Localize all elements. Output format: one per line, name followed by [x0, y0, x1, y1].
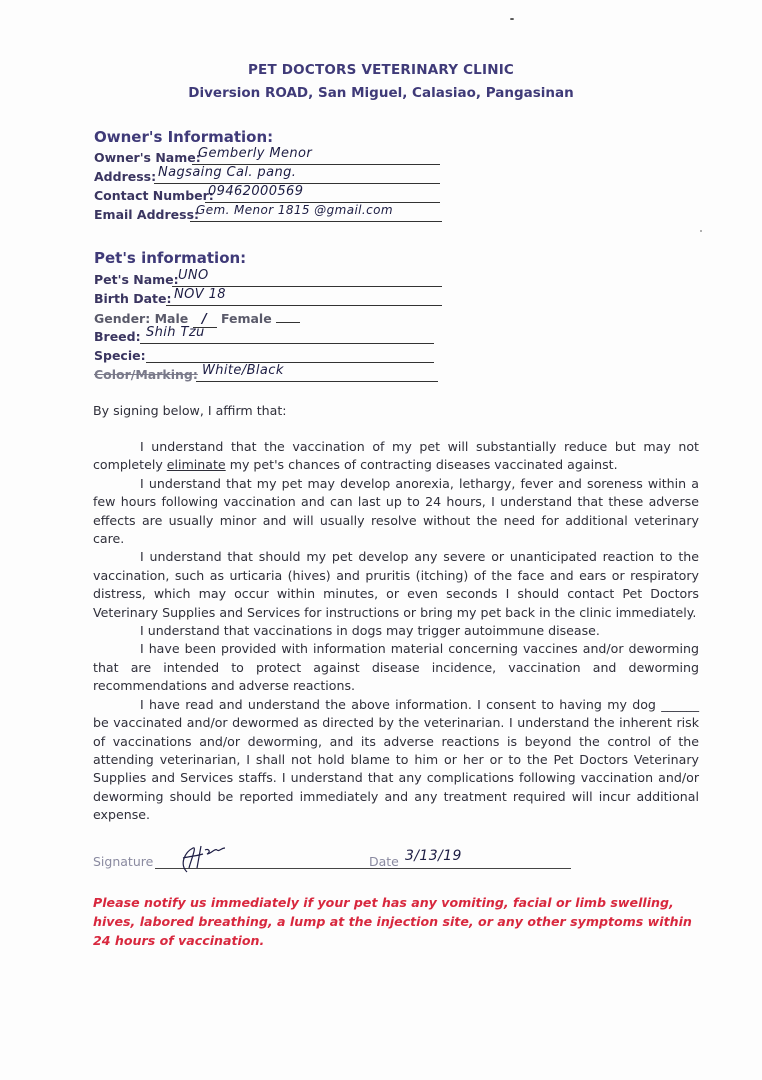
- birth-date-field: [94, 291, 171, 306]
- consent-paragraph-6: I have read and understand the above information. I consent to having my dog ______ be vaccinated and/or dewormed as directed by the veterinarian. I understand the inherent risk of vaccinations and/or deworming, and its adverse reactions is beyond the control of the attending veterinarian, I shall not hold blame to him or her or to the Pet Doctors Veterinary Supplies and Services staffs. I understand that any complications following vaccination and/or deworming should be reported immediately and any treatment required will incur additional expense.: [93, 696, 699, 823]
- color-label: Color/Marking:: [94, 367, 198, 382]
- specie-field: [94, 348, 146, 363]
- owner-section-title: Owner's Information:: [94, 128, 274, 146]
- pet-name-line[interactable]: [172, 272, 442, 287]
- affirm-intro: By signing below, I affirm that:: [93, 403, 287, 418]
- address-label: Address:: [94, 169, 157, 184]
- signature-label: Signature: [93, 854, 154, 869]
- email-label: Email Address:: [94, 207, 200, 222]
- gender-female-label: Female: [220, 311, 272, 326]
- breed-value: Shih Tzu: [146, 325, 205, 340]
- birth-date-value: NOV 18: [174, 287, 226, 302]
- color-value: White/Black: [202, 363, 284, 378]
- clinic-address: Diversion ROAD, San Miguel, Calasiao, Pangasinan: [188, 85, 574, 101]
- consent-p1-text-b: my pet's chances of contracting diseases vaccinated against.: [225, 457, 618, 473]
- scan-speck: [700, 230, 702, 232]
- clinic-name: PET DOCTORS VETERINARY CLINIC: [247, 62, 515, 78]
- date-value: 3/13/19: [405, 848, 462, 864]
- consent-p1-text-a: I understand that the vaccination of my pet will substantially reduce but may not completely: [93, 439, 699, 473]
- pet-section-title: Pet's information:: [94, 249, 247, 267]
- color-field: [94, 367, 198, 382]
- notice-text: Please notify us immediately if your pet has any vomiting, facial or limb swelling, hives, labored breathing, a lump at the injection site, or any other symptoms within 24 hours of vaccination.: [93, 895, 692, 948]
- email-field: [94, 207, 199, 222]
- gender-male-label: Gender: Male: [94, 311, 189, 326]
- pet-name-label: Pet's Name:: [94, 272, 179, 287]
- owner-name-label: Owner's Name:: [94, 150, 201, 165]
- breed-label: Breed:: [94, 329, 141, 344]
- contact-value: 09462000569: [208, 184, 304, 199]
- signature-scribble: [173, 838, 233, 876]
- specie-label: Specie:: [94, 348, 146, 363]
- address-value: Nagsaing Cal. pang.: [158, 165, 297, 180]
- consent-p1-underlined: eliminate: [166, 457, 226, 473]
- owner-name-value: Gemberly Menor: [198, 146, 313, 161]
- consent-body: [93, 438, 699, 825]
- contact-field: [94, 188, 214, 203]
- consent-paragraph-1: [93, 438, 699, 475]
- consent-paragraph-3: I understand that should my pet develop any severe or unanticipated reaction to the vaccination, such as urticaria (hives) and pruritis (itching) of the face and ears or respiratory distress, which may occur within minutes, or even seconds I should contact Pet Doctors Veterinary Supplies and Services for instructions or bring my pet back in the clinic immediately.: [93, 549, 699, 620]
- gender-female-blank[interactable]: [276, 310, 300, 323]
- consent-paragraph-5: I have been provided with information material concerning vaccines and/or deworming that are intended to protect against disease incidence, vaccination and deworming recommendations and adverse reactions.: [93, 641, 699, 694]
- birth-date-label: Birth Date:: [94, 291, 172, 306]
- scan-speck: [510, 18, 514, 20]
- consent-paragraph-4: I understand that vaccinations in dogs may trigger autoimmune disease.: [140, 623, 600, 639]
- signature-row: [93, 848, 699, 874]
- address-field: [94, 169, 156, 184]
- contact-label: Contact Number:: [94, 188, 214, 203]
- specie-line[interactable]: [146, 348, 434, 363]
- email-value: Gem. Menor 1815 @gmail.com: [196, 203, 393, 217]
- consent-paragraph-2: I understand that my pet may develop anorexia, lethargy, fever and soreness within a few hours following vaccination and can last up to 24 hours, I understand that these adverse effects are usually minor and will usually resolve without the need for additional veterinary care.: [93, 475, 699, 547]
- date-label: Date: [369, 854, 399, 869]
- breed-field: [94, 329, 141, 344]
- pet-name-field: [94, 272, 179, 287]
- pet-name-value: UNO: [178, 268, 209, 283]
- gender-check-mark: /: [202, 312, 208, 327]
- owner-name-field: [94, 150, 201, 165]
